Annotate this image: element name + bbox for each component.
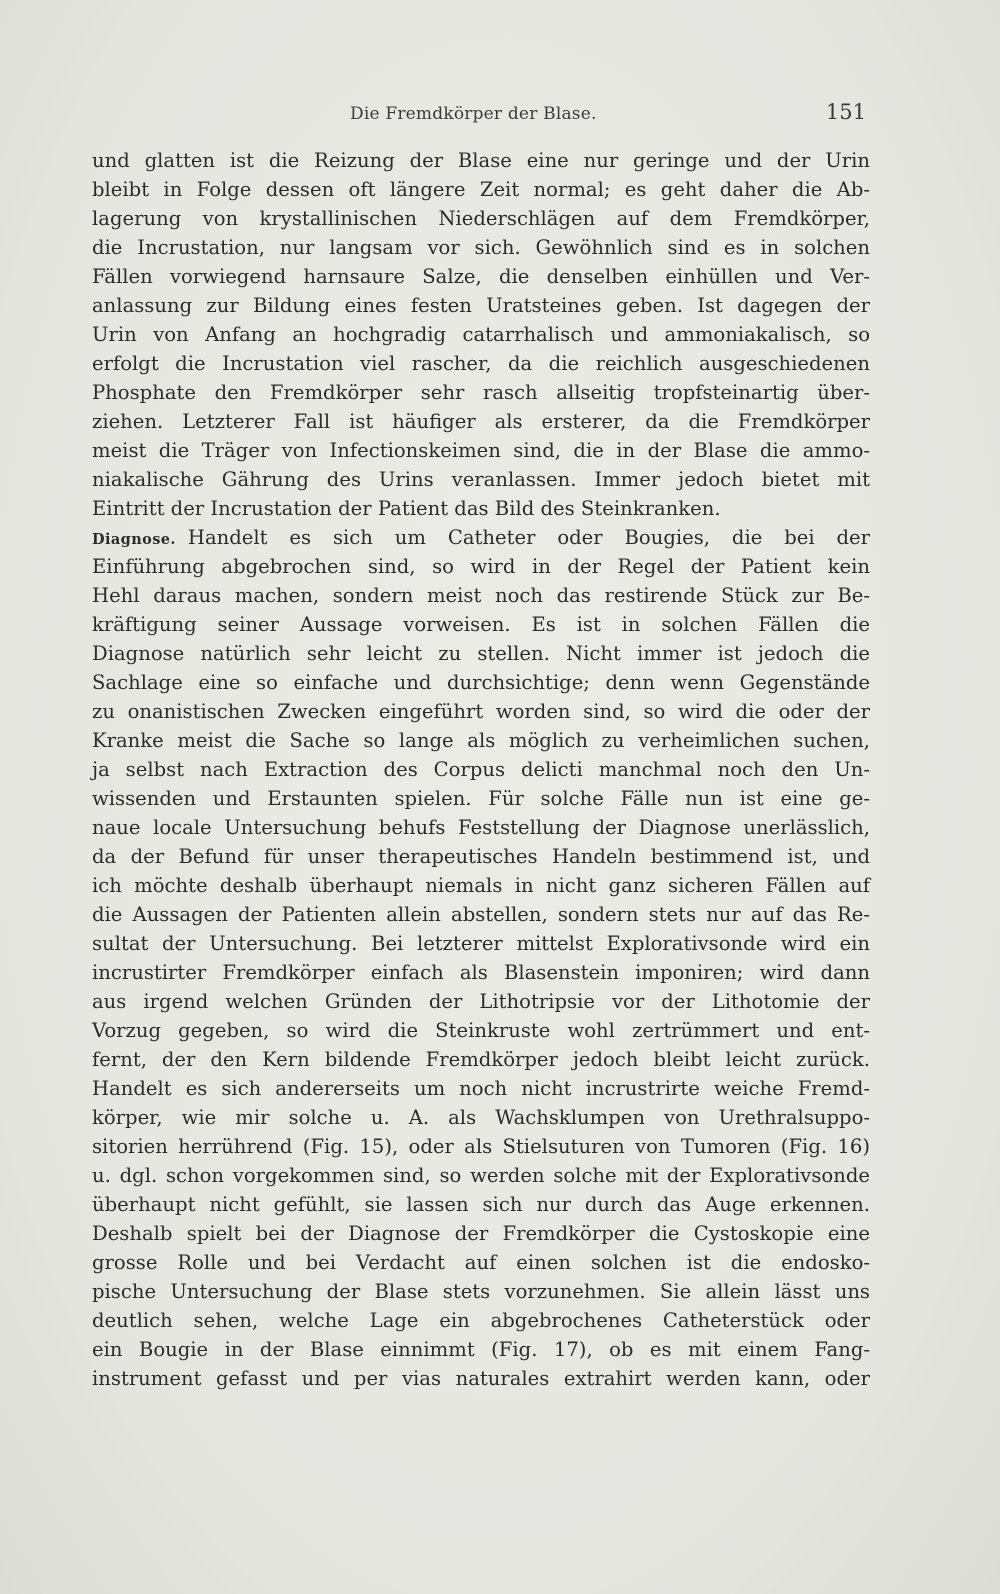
text-line: aus irgend welchen Gründen der Lithotripsie vor der Lithotomie der [92,990,870,1013]
text-line: Vorzug gegeben, so wird die Steinkruste wohl zertrümmert und ent- [92,1019,870,1042]
paragraph-2-first-line [92,523,870,552]
text-line: ja selbst nach Extraction des Corpus delicti manchmal noch den Un- [92,758,870,781]
paragraph-2 [92,523,870,1393]
text-line: instrument gefasst und per vias naturales extrahirt werden kann, oder [92,1367,870,1390]
paragraph-1 [92,146,870,523]
text-line: sitorien herrührend (Fig. 15), oder als Stielsuturen von Tumoren (Fig. 16) [92,1135,870,1158]
body-text [92,146,870,1393]
text-line: Diagnose natürlich sehr leicht zu stellen. Nicht immer ist jedoch die [92,642,870,665]
text-line: anlassung zur Bildung eines festen Uratsteines geben. Ist dagegen der [92,294,870,317]
section-label-diagnose: Diagnose. [92,531,176,548]
text-line: sultat der Untersuchung. Bei letzterer mittelst Explorativsonde wird ein [92,932,870,955]
text-line: Handelt es sich andererseits um noch nicht incrustrirte weiche Fremd- [92,1077,870,1100]
running-title: Die Fremdkörper der Blase. [350,104,597,124]
text-line: die Aussagen der Patienten allein abstellen, sondern stets nur auf das Re- [92,903,870,926]
text-line: Deshalb spielt bei der Diagnose der Fremdkörper die Cystoskopie eine [92,1222,870,1245]
text-line: erfolgt die Incrustation viel rascher, da die reichlich ausgeschiedenen [92,352,870,375]
text-line: Urin von Anfang an hochgradig catarrhalisch und ammoniakalisch, so [92,323,870,346]
text-line: kräftigung seiner Aussage vorweisen. Es ist in solchen Fällen die [92,613,870,636]
text-line: naue locale Untersuchung behufs Feststellung der Diagnose unerlässlich, [92,816,870,839]
text-line: und glatten ist die Reizung der Blase eine nur geringe und der Urin [92,149,870,172]
text-line: ich möchte deshalb überhaupt niemals in nicht ganz sicheren Fällen auf [92,874,870,897]
text-line: Hehl daraus machen, sondern meist noch das restirende Stück zur Be- [92,584,870,607]
text-line: pische Untersuchung der Blase stets vorzunehmen. Sie allein lässt uns [92,1280,870,1303]
text-line: incrustirter Fremdkörper einfach als Blasenstein imponiren; wird dann [92,961,870,984]
text-line: Sachlage eine so einfache und durchsichtige; denn wenn Gegenstände [92,671,870,694]
text-line: Einführung abgebrochen sind, so wird in der Regel der Patient kein [92,555,870,578]
page-number: 151 [825,100,866,124]
text-line: die Incrustation, nur langsam vor sich. Gewöhnlich sind es in solchen [92,236,870,259]
text-line: Handelt es sich um Catheter oder Bougies, die bei der [187,526,870,549]
text-line: grosse Rolle und bei Verdacht auf einen solchen ist die endosko- [92,1251,870,1274]
text-line: Fällen vorwiegend harnsaure Salze, die denselben einhüllen und Ver- [92,265,870,288]
text-line: u. dgl. schon vorgekommen sind, so werden solche mit der Explorativsonde [92,1164,870,1187]
text-line: zu onanistischen Zwecken eingeführt worden sind, so wird die oder der [92,700,870,723]
text-line: körper, wie mir solche u. A. als Wachsklumpen von Urethralsuppo- [92,1106,870,1129]
text-line: ziehen. Letzterer Fall ist häufiger als ersterer, da die Fremdkörper [92,410,870,433]
text-line: meist die Träger von Infectionskeimen sind, die in der Blase die ammo- [92,439,870,462]
text-line: da der Befund für unser therapeutisches Handeln bestimmend ist, und [92,845,870,868]
text-line: bleibt in Folge dessen oft längere Zeit normal; es geht daher die Ab- [92,178,870,201]
text-line: ein Bougie in der Blase einnimmt (Fig. 17), ob es mit einem Fang- [92,1338,870,1361]
text-line: Eintritt der Incrustation der Patient das Bild des Steinkranken. [92,497,721,520]
text-line: überhaupt nicht gefühlt, sie lassen sich nur durch das Auge erkennen. [92,1193,870,1216]
text-line: lagerung von krystallinischen Niederschlägen auf dem Fremdkörper, [92,207,870,230]
text-line: niakalische Gährung des Urins veranlassen. Immer jedoch bietet mit [92,468,870,491]
text-line: Kranke meist die Sache so lange als möglich zu verheimlichen suchen, [92,729,870,752]
text-line: wissenden und Erstaunten spielen. Für solche Fälle nun ist eine ge- [92,787,870,810]
text-line: deutlich sehen, welche Lage ein abgebrochenes Catheterstück oder [92,1309,870,1332]
text-line: fernt, der den Kern bildende Fremdkörper jedoch bleibt leicht zurück. [92,1048,870,1071]
text-line: Phosphate den Fremdkörper sehr rasch allseitig tropfsteinartig über- [92,381,870,404]
page-header [92,100,872,130]
